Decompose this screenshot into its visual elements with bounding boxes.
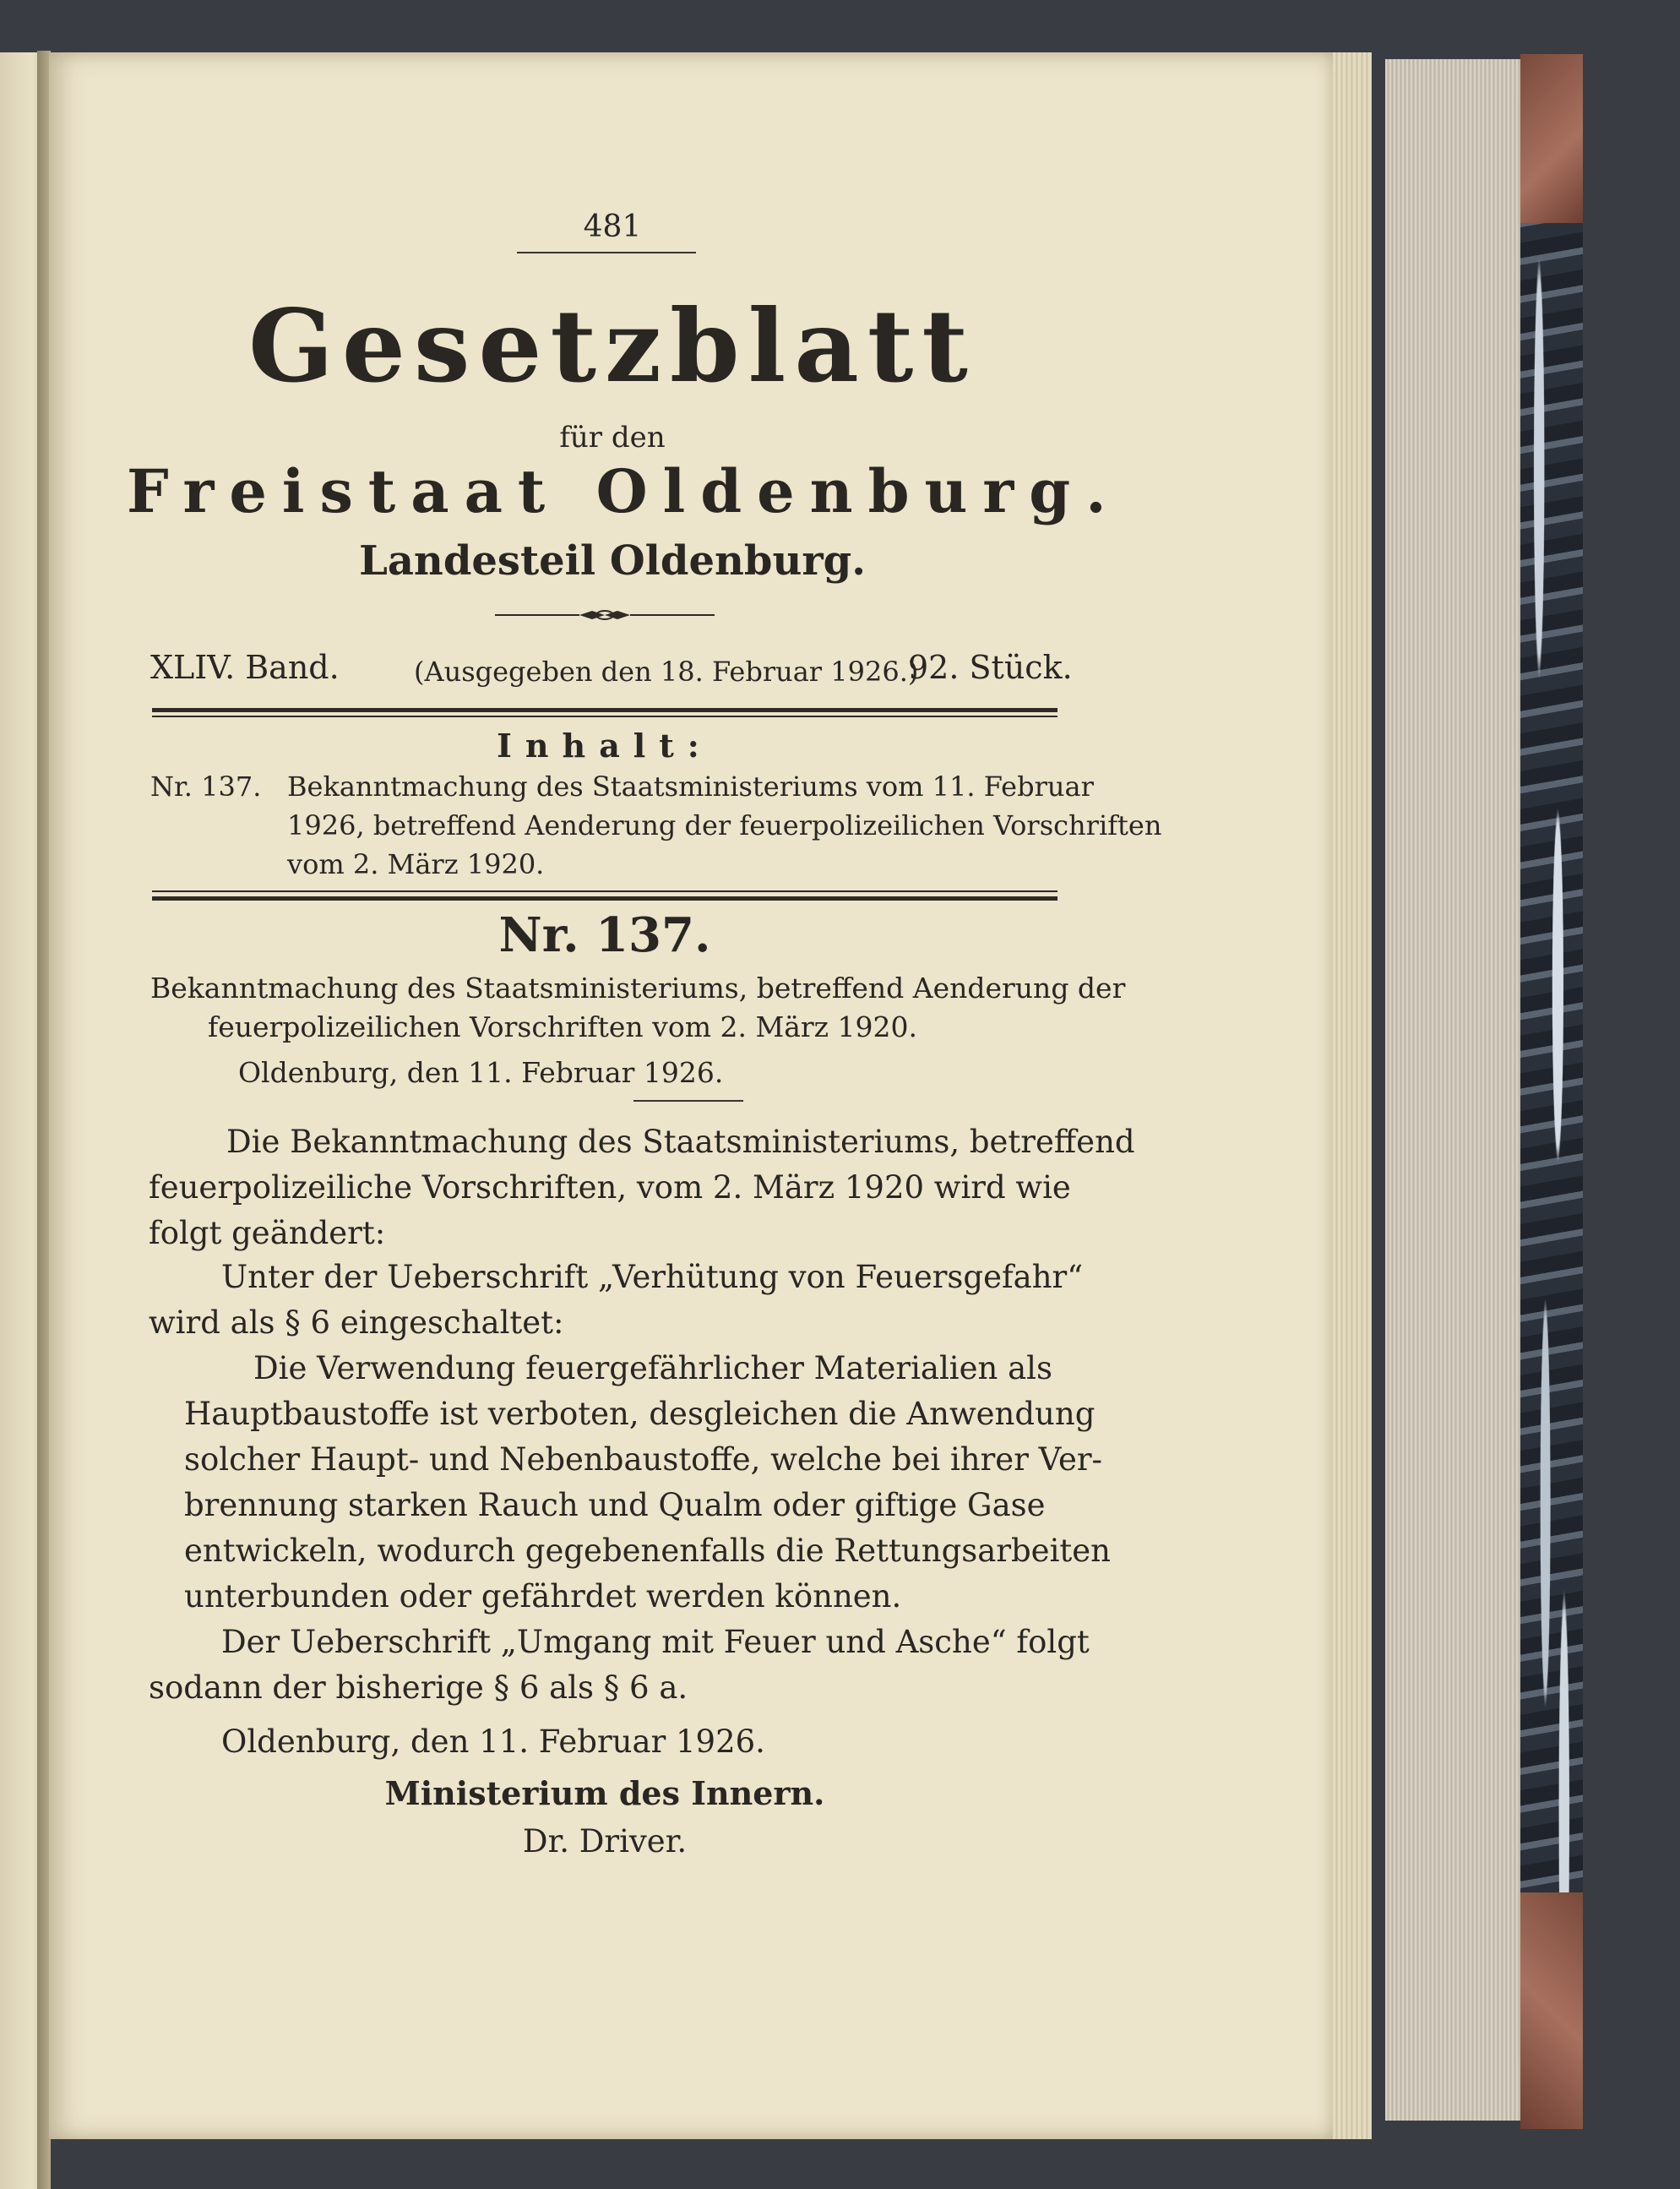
masthead-state: Freistaat Oldenburg. bbox=[127, 456, 1122, 526]
ornament-divider bbox=[495, 607, 715, 623]
section-place-date: Oldenburg, den 11. Februar 1926. bbox=[238, 1056, 724, 1089]
page-number-rule bbox=[517, 252, 696, 253]
section-heading-line: Bekanntmachung des Staatsministeriums, betreffend Aenderung der bbox=[150, 972, 1126, 1005]
issue-piece: 92. Stück. bbox=[908, 649, 1073, 686]
contents-line: vom 2. März 1920. bbox=[287, 848, 545, 880]
body-line: solcher Haupt- und Nebenbaustoffe, welche bei ihrer Ver- bbox=[184, 1441, 1103, 1478]
marbled-cover bbox=[1520, 54, 1583, 2124]
section-title: Nr. 137. bbox=[498, 907, 711, 963]
masthead-subtitle: für den bbox=[559, 421, 666, 455]
body-line: entwickeln, wodurch gegebenenfalls die Rettungsarbeiten bbox=[184, 1533, 1112, 1569]
section-heading-line: feuerpolizeilichen Vorschriften vom 2. März 1920. bbox=[208, 1010, 918, 1043]
contents-rule-bottom bbox=[152, 896, 1057, 901]
masthead-region: Landesteil Oldenburg. bbox=[359, 537, 866, 585]
signature-office: Ministerium des Innern. bbox=[384, 1774, 825, 1812]
page-edges bbox=[1333, 52, 1372, 2139]
contents-heading: Inhalt: bbox=[497, 727, 713, 765]
contents-number: Nr. 137. bbox=[150, 771, 262, 803]
body-line: Der Ueberschrift „Umgang mit Feuer und Asche“ folgt bbox=[221, 1624, 1090, 1660]
body-line: feuerpolizeiliche Vorschriften, vom 2. März 1920 wird wie bbox=[149, 1169, 1071, 1206]
cover-corner-bottom bbox=[1520, 1892, 1583, 2129]
body-line: Die Bekanntmachung des Staatsministeriums, betreffend bbox=[226, 1124, 1135, 1160]
body-line: Die Verwendung feuergefährlicher Materialien als bbox=[253, 1350, 1052, 1386]
body-line: brennung starken Rauch und Qualm oder giftige Gase bbox=[184, 1487, 1046, 1523]
contents-line: 1926, betreffend Aenderung der feuerpolizeilichen Vorschriften bbox=[287, 809, 1162, 841]
body-line: Hauptbaustoffe ist verboten, desgleichen die Anwendung bbox=[184, 1396, 1096, 1432]
section-divider bbox=[633, 1100, 743, 1102]
contents-line: Bekanntmachung des Staatsministeriums vom 11. Februar bbox=[287, 771, 1094, 803]
body-line: Unter der Ueberschrift „Verhütung von Feuersgefahr“ bbox=[221, 1259, 1084, 1295]
masthead-title: Gesetzblatt bbox=[248, 287, 976, 405]
body-line: unterbunden oder gefährdet werden können. bbox=[184, 1578, 902, 1615]
closing-place-date: Oldenburg, den 11. Februar 1926. bbox=[221, 1723, 765, 1760]
contents-rule-bottom-thin bbox=[152, 890, 1057, 892]
signature-name: Dr. Driver. bbox=[522, 1823, 688, 1860]
page-number: 481 bbox=[583, 210, 642, 244]
body-line: sodann der bisherige § 6 als § 6 a. bbox=[149, 1669, 688, 1706]
body-line: folgt geändert: bbox=[149, 1215, 386, 1251]
issue-date: (Ausgegeben den 18. Februar 1926.) bbox=[414, 656, 919, 688]
body-line: wird als § 6 eingeschaltet: bbox=[149, 1304, 564, 1341]
contents-rule-top bbox=[152, 708, 1057, 712]
cover-corner-top bbox=[1520, 54, 1583, 223]
page-block bbox=[1385, 59, 1520, 2121]
contents-rule-top-thin bbox=[152, 716, 1057, 717]
issue-volume: XLIV. Band. bbox=[150, 649, 340, 686]
